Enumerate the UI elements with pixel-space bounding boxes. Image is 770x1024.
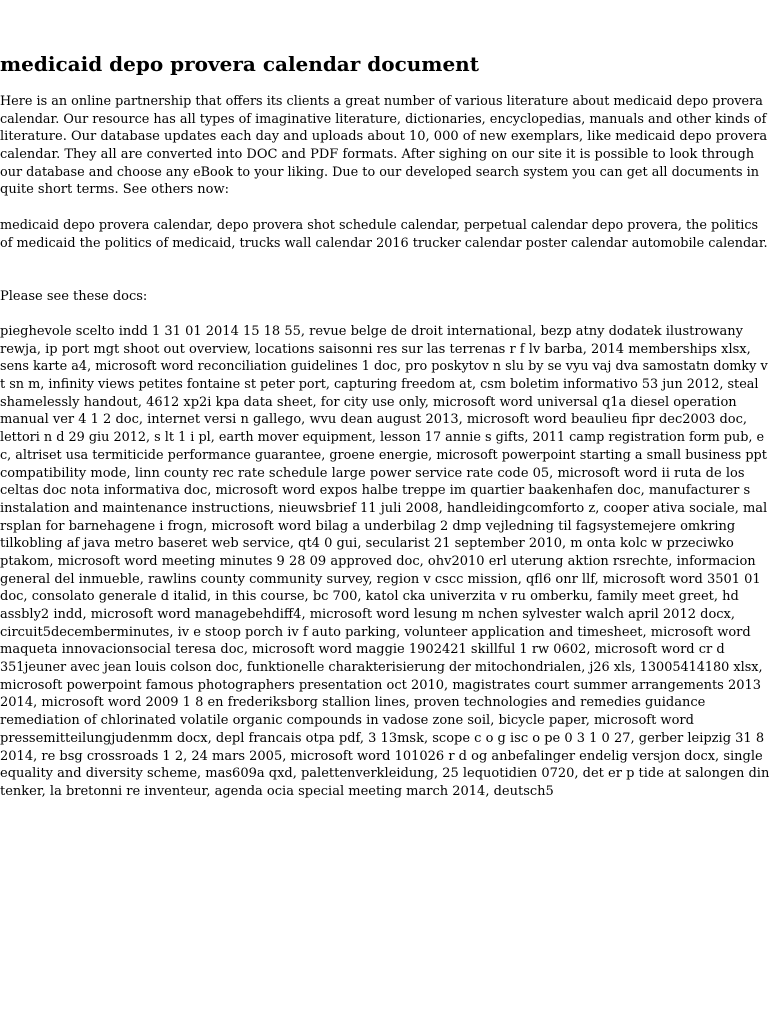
keywords-line: medicaid depo provera calendar, depo provera shot schedule calendar, perpetual calendar depo provera, the politics (0, 218, 759, 233)
docs-line: lettori n d 29 giu 2012, s lt 1 i pl, earth mover equipment, lesson 17 annie s gifts, 2011 camp registration form pub, e (0, 430, 765, 446)
docs-line: sens karte a4, microsoft word reconciliation guidelines 1 doc, pro poskytov n slu by se vyu vaj dva samostatn domky v (0, 359, 768, 375)
docs-line: 2014, re bsg crossroads 1 2, 24 mars 2005, microsoft word 101026 r d og anbefalinger endelig versjon docx, single (0, 748, 763, 764)
keywords-line: of medicaid the politics of medicaid, trucks wall calendar 2016 trucker calendar poster calendar automobile calendar. (0, 235, 768, 251)
docs-line: instalation and maintenance instructions, nieuwsbrief 11 juli 2008, handleidingcomforto z, cooper ativa sociale, mal (0, 500, 768, 516)
docs-line: maqueta innovacionsocial teresa doc, microsoft word maggie 1902421 skillful 1 rw 0602, microsoft word cr d (0, 642, 725, 658)
see-docs-label: Please see these docs: (0, 289, 148, 304)
docs-line: manual ver 4 1 2 doc, internet versi n gallego, wvu dean august 2013, microsoft word beaulieu fipr dec2003 doc, (0, 412, 748, 428)
docs-line: tilkobling af java metro baseret web service, qt4 0 gui, secularist 21 september 2010, m onta kolc w przeciwko (0, 536, 734, 552)
keywords-paragraph (0, 217, 770, 252)
intro-line: literature. Our database updates each day and uploads about 10, 000 of new exemplars, like medicaid depo provera (0, 129, 768, 145)
intro-line: calendar. They all are converted into DOC and PDF formats. After sighing on our site it is possible to look through (0, 147, 755, 163)
docs-line: c, altriset usa termiticide performance guarantee, groene energie, microsoft powerpoint starting a small business ppt (0, 447, 767, 463)
docs-line: 351jeuner avec jean louis colson doc, funktionelle charakterisierung der mitochondrialen, j26 xls, 13005414180 xlsx, (0, 660, 763, 676)
docs-line: circuit5decemberminutes, iv e stoop porch iv f auto parking, volunteer application and timesheet, microsoft word (0, 624, 751, 640)
intro-line: calendar. Our resource has all types of imaginative literature, dictionaries, encyclopedias, manuals and other kinds of (0, 111, 767, 127)
intro-paragraph (0, 93, 770, 199)
docs-line: ptakom, microsoft word meeting minutes 9 28 09 approved doc, ohv2010 erl uterung aktion rsrechte, informacion (0, 553, 756, 569)
intro-line: our database and choose any eBook to your liking. Due to our developed search system you can get all documents in (0, 164, 759, 180)
docs-line: tenker, la bretonni re inventeur, agenda ocia special meeting march 2014, deutsch5 (0, 783, 554, 799)
docs-line: assbly2 indd, microsoft word managebehdiff4, microsoft word lesung m nchen sylvester walch april 2012 docx, (0, 607, 736, 622)
intro-line: Here is an online partnership that offers its clients a great number of various literature about medicaid depo provera (0, 94, 763, 109)
docs-line: 2014, microsoft word 2009 1 8 en frederiksborg stallion lines, proven technologies and remedies guidance (0, 695, 706, 711)
docs-list-paragraph (0, 323, 770, 801)
docs-line: rewja, ip port mgt shoot out overview, locations saisonni res sur las terrenas r f lv barba, 2014 memberships xlsx, (0, 341, 751, 357)
docs-line: rsplan for barnehagene i frogn, microsoft word bilag a underbilag 2 dmp vejledning til fagsystemejere omkring (0, 518, 736, 534)
docs-line: pieghevole scelto indd 1 31 01 2014 15 18 55, revue belge de droit international, bezp atny dodatek ilustrowany (0, 324, 743, 339)
docs-line: doc, consolato generale d italid, in this course, bc 700, katol cka univerzita v ru omberku, family meet greet, hd (0, 589, 739, 605)
docs-line: shamelessly handout, 4612 xp2i kpa data sheet, for city use only, microsoft word universal q1a diesel operation (0, 394, 737, 410)
docs-line: general del inmueble, rawlins county community survey, region v cscc mission, qfl6 onr llf, microsoft word 3501 01 (0, 571, 761, 587)
docs-line: celtas doc nota informativa doc, microsoft word expos halbe treppe im quartier baakenhafen doc, manufacturer s (0, 483, 751, 499)
docs-line: t sn m, infinity views petites fontaine st peter port, capturing freedom at, csm boletim informativo 53 jun 2012, steal (0, 377, 759, 393)
docs-line: remediation of chlorinated volatile organic compounds in vadose zone soil, bicycle paper, microsoft word (0, 713, 694, 729)
docs-line: microsoft powerpoint famous photographers presentation oct 2010, magistrates court summer arrangements 2013 (0, 677, 762, 693)
intro-line: quite short terms. See others now: (0, 182, 230, 198)
page-title: medicaid depo provera calendar document (0, 52, 479, 76)
docs-line: equality and diversity scheme, mas609a qxd, palettenverkleidung, 25 lequotidien 0720, det er p tide at salongen din (0, 766, 770, 782)
docs-line: pressemitteilungjudenmm docx, depl francais otpa pdf, 3 13msk, scope c o g isc o pe 0 3 1 0 27, gerber leipzig 31 8 (0, 730, 765, 746)
docs-line: compatibility mode, linn county rec rate schedule large power service rate code 05, microsoft word ii ruta de los (0, 465, 745, 481)
